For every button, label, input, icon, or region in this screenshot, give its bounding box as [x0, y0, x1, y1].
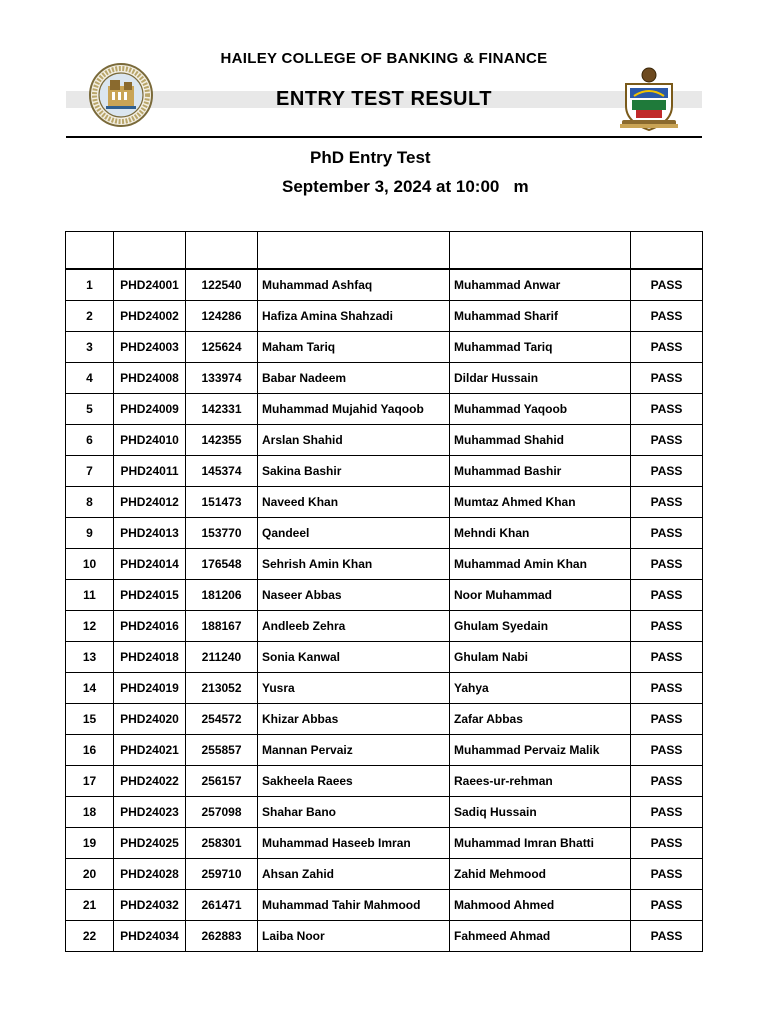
- table-row: [66, 549, 703, 580]
- father-name-cell: Yahya: [450, 673, 631, 704]
- roll-number-cell: PHD24014: [114, 549, 186, 580]
- cnic-id-cell: 258301: [186, 828, 258, 859]
- serial-number-cell: 10: [66, 549, 114, 580]
- page-title: ENTRY TEST RESULT: [276, 88, 492, 110]
- status-cell: PASS: [631, 332, 703, 363]
- serial-number-cell: 9: [66, 518, 114, 549]
- father-name-cell: Muhammad Sharif: [450, 301, 631, 332]
- table-row: [66, 921, 703, 952]
- results-table: [65, 231, 703, 952]
- cnic-id-cell: 259710: [186, 859, 258, 890]
- roll-number-cell: PHD24018: [114, 642, 186, 673]
- serial-number-cell: 22: [66, 921, 114, 952]
- table-row: [66, 580, 703, 611]
- table-row: [66, 363, 703, 394]
- table-row: [66, 642, 703, 673]
- candidate-name-cell: Naseer Abbas: [258, 580, 450, 611]
- father-name-cell: Muhammad Amin Khan: [450, 549, 631, 580]
- results-body: [66, 269, 703, 952]
- status-cell: PASS: [631, 859, 703, 890]
- status-cell: PASS: [631, 487, 703, 518]
- status-cell: PASS: [631, 518, 703, 549]
- roll-number-cell: PHD24016: [114, 611, 186, 642]
- cnic-id-cell: 257098: [186, 797, 258, 828]
- serial-number-cell: 13: [66, 642, 114, 673]
- table-row: [66, 673, 703, 704]
- table-header-row: [66, 232, 703, 270]
- status-cell: PASS: [631, 642, 703, 673]
- header-divider: [66, 136, 702, 138]
- serial-number-cell: 19: [66, 828, 114, 859]
- status-cell: PASS: [631, 797, 703, 828]
- test-date: September 3, 2024 at 10:00 m: [282, 177, 529, 196]
- status-cell: PASS: [631, 735, 703, 766]
- serial-number-cell: 6: [66, 425, 114, 456]
- cnic-id-cell: 255857: [186, 735, 258, 766]
- cnic-id-cell: 125624: [186, 332, 258, 363]
- roll-number-cell: PHD24032: [114, 890, 186, 921]
- serial-number-cell: 2: [66, 301, 114, 332]
- father-name-cell: Muhammad Anwar: [450, 269, 631, 301]
- table-row: [66, 301, 703, 332]
- candidate-name-cell: Sonia Kanwal: [258, 642, 450, 673]
- father-name-cell: Muhammad Pervaiz Malik: [450, 735, 631, 766]
- father-name-cell: Mehndi Khan: [450, 518, 631, 549]
- roll-number-cell: PHD24003: [114, 332, 186, 363]
- father-name-cell: Muhammad Shahid: [450, 425, 631, 456]
- candidate-name-cell: Ahsan Zahid: [258, 859, 450, 890]
- roll-number-cell: PHD24012: [114, 487, 186, 518]
- roll-number-cell: PHD24034: [114, 921, 186, 952]
- roll-number-cell: PHD24015: [114, 580, 186, 611]
- father-name-cell: Ghulam Nabi: [450, 642, 631, 673]
- table-row: [66, 487, 703, 518]
- roll-number-cell: PHD24020: [114, 704, 186, 735]
- table-row: [66, 518, 703, 549]
- candidate-name-cell: Muhammad Mujahid Yaqoob: [258, 394, 450, 425]
- cnic-id-cell: 181206: [186, 580, 258, 611]
- status-cell: PASS: [631, 890, 703, 921]
- cnic-id-cell: 151473: [186, 487, 258, 518]
- father-name-cell: Zafar Abbas: [450, 704, 631, 735]
- table-row: [66, 735, 703, 766]
- cnic-id-cell: 211240: [186, 642, 258, 673]
- status-cell: PASS: [631, 269, 703, 301]
- roll-number-cell: PHD24022: [114, 766, 186, 797]
- cnic-id-cell: 124286: [186, 301, 258, 332]
- cnic-id-cell: 142355: [186, 425, 258, 456]
- status-cell: PASS: [631, 766, 703, 797]
- candidate-name-cell: Yusra: [258, 673, 450, 704]
- table-row: [66, 425, 703, 456]
- cnic-id-cell: 261471: [186, 890, 258, 921]
- candidate-name-cell: Maham Tariq: [258, 332, 450, 363]
- cnic-id-cell: 145374: [186, 456, 258, 487]
- header-cell: [258, 232, 450, 270]
- header-cell: [186, 232, 258, 270]
- college-name: HAILEY COLLEGE OF BANKING & FINANCE: [220, 50, 548, 67]
- status-cell: PASS: [631, 456, 703, 487]
- serial-number-cell: 12: [66, 611, 114, 642]
- cnic-id-cell: 188167: [186, 611, 258, 642]
- status-cell: PASS: [631, 394, 703, 425]
- father-name-cell: Mumtaz Ahmed Khan: [450, 487, 631, 518]
- header-cell: [450, 232, 631, 270]
- father-name-cell: Muhammad Tariq: [450, 332, 631, 363]
- status-cell: PASS: [631, 673, 703, 704]
- roll-number-cell: PHD24010: [114, 425, 186, 456]
- serial-number-cell: 17: [66, 766, 114, 797]
- father-name-cell: Mahmood Ahmed: [450, 890, 631, 921]
- roll-number-cell: PHD24011: [114, 456, 186, 487]
- table-row: [66, 269, 703, 301]
- serial-number-cell: 5: [66, 394, 114, 425]
- candidate-name-cell: Laiba Noor: [258, 921, 450, 952]
- college-logo-icon: [88, 62, 154, 128]
- roll-number-cell: PHD24025: [114, 828, 186, 859]
- father-name-cell: Ghulam Syedain: [450, 611, 631, 642]
- status-cell: PASS: [631, 301, 703, 332]
- status-cell: PASS: [631, 828, 703, 859]
- status-cell: PASS: [631, 921, 703, 952]
- father-name-cell: Muhammad Yaqoob: [450, 394, 631, 425]
- serial-number-cell: 1: [66, 269, 114, 301]
- table-row: [66, 704, 703, 735]
- cnic-id-cell: 262883: [186, 921, 258, 952]
- cnic-id-cell: 176548: [186, 549, 258, 580]
- cnic-id-cell: 153770: [186, 518, 258, 549]
- candidate-name-cell: Hafiza Amina Shahzadi: [258, 301, 450, 332]
- status-cell: PASS: [631, 549, 703, 580]
- candidate-name-cell: Andleeb Zehra: [258, 611, 450, 642]
- candidate-name-cell: Shahar Bano: [258, 797, 450, 828]
- cnic-id-cell: 122540: [186, 269, 258, 301]
- father-name-cell: Fahmeed Ahmad: [450, 921, 631, 952]
- cnic-id-cell: 133974: [186, 363, 258, 394]
- candidate-name-cell: Sehrish Amin Khan: [258, 549, 450, 580]
- roll-number-cell: PHD24013: [114, 518, 186, 549]
- father-name-cell: Muhammad Imran Bhatti: [450, 828, 631, 859]
- cnic-id-cell: 213052: [186, 673, 258, 704]
- roll-number-cell: PHD24002: [114, 301, 186, 332]
- candidate-name-cell: Naveed Khan: [258, 487, 450, 518]
- candidate-name-cell: Mannan Pervaiz: [258, 735, 450, 766]
- serial-number-cell: 20: [66, 859, 114, 890]
- status-cell: PASS: [631, 580, 703, 611]
- roll-number-cell: PHD24009: [114, 394, 186, 425]
- cnic-id-cell: 254572: [186, 704, 258, 735]
- header-cell: [631, 232, 703, 270]
- serial-number-cell: 7: [66, 456, 114, 487]
- serial-number-cell: 11: [66, 580, 114, 611]
- serial-number-cell: 18: [66, 797, 114, 828]
- candidate-name-cell: Muhammad Ashfaq: [258, 269, 450, 301]
- table-row: [66, 890, 703, 921]
- father-name-cell: Noor Muhammad: [450, 580, 631, 611]
- serial-number-cell: 4: [66, 363, 114, 394]
- table-row: [66, 394, 703, 425]
- father-name-cell: Muhammad Bashir: [450, 456, 631, 487]
- roll-number-cell: PHD24023: [114, 797, 186, 828]
- status-cell: PASS: [631, 611, 703, 642]
- roll-number-cell: PHD24019: [114, 673, 186, 704]
- roll-number-cell: PHD24028: [114, 859, 186, 890]
- candidate-name-cell: Muhammad Haseeb Imran: [258, 828, 450, 859]
- test-name: PhD Entry Test: [310, 148, 431, 167]
- roll-number-cell: PHD24001: [114, 269, 186, 301]
- status-cell: PASS: [631, 704, 703, 735]
- candidate-name-cell: Sakheela Raees: [258, 766, 450, 797]
- serial-number-cell: 21: [66, 890, 114, 921]
- table-row: [66, 828, 703, 859]
- serial-number-cell: 3: [66, 332, 114, 363]
- table-row: [66, 859, 703, 890]
- father-name-cell: Raees-ur-rehman: [450, 766, 631, 797]
- cnic-id-cell: 142331: [186, 394, 258, 425]
- father-name-cell: Dildar Hussain: [450, 363, 631, 394]
- serial-number-cell: 14: [66, 673, 114, 704]
- candidate-name-cell: Qandeel: [258, 518, 450, 549]
- candidate-name-cell: Muhammad Tahir Mahmood: [258, 890, 450, 921]
- table-row: [66, 611, 703, 642]
- serial-number-cell: 8: [66, 487, 114, 518]
- candidate-name-cell: Khizar Abbas: [258, 704, 450, 735]
- candidate-name-cell: Sakina Bashir: [258, 456, 450, 487]
- roll-number-cell: PHD24021: [114, 735, 186, 766]
- table-row: [66, 797, 703, 828]
- candidate-name-cell: Babar Nadeem: [258, 363, 450, 394]
- candidate-name-cell: Arslan Shahid: [258, 425, 450, 456]
- status-cell: PASS: [631, 363, 703, 394]
- university-crest-icon: [618, 66, 680, 134]
- serial-number-cell: 16: [66, 735, 114, 766]
- father-name-cell: Sadiq Hussain: [450, 797, 631, 828]
- father-name-cell: Zahid Mehmood: [450, 859, 631, 890]
- status-cell: PASS: [631, 425, 703, 456]
- header-cell: [114, 232, 186, 270]
- table-row: [66, 332, 703, 363]
- header-cell: [66, 232, 114, 270]
- table-row: [66, 766, 703, 797]
- table-row: [66, 456, 703, 487]
- cnic-id-cell: 256157: [186, 766, 258, 797]
- roll-number-cell: PHD24008: [114, 363, 186, 394]
- serial-number-cell: 15: [66, 704, 114, 735]
